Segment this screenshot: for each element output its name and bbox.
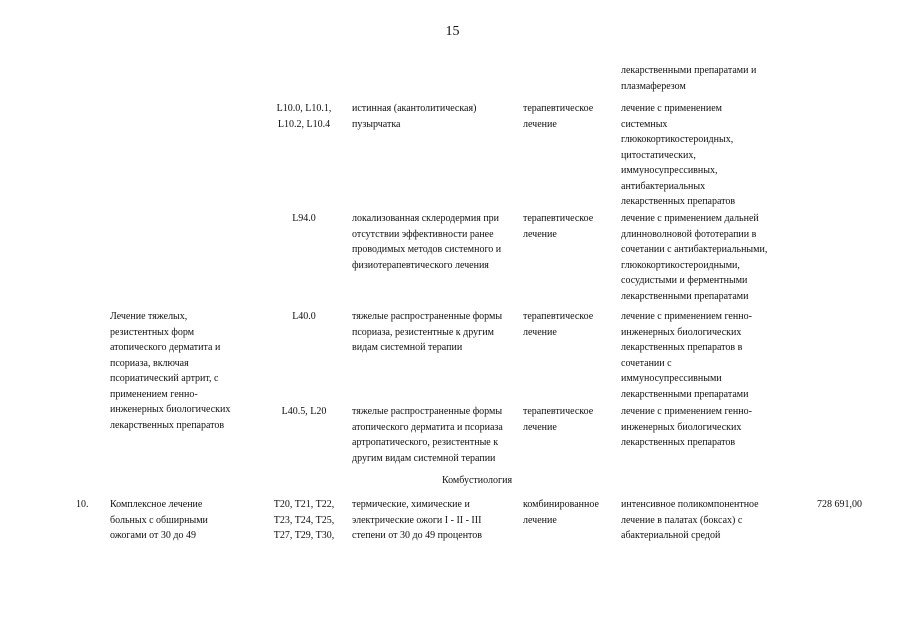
- row-price: 728 691,00: [817, 499, 862, 510]
- row-treatment-type: терапевтическое лечение: [523, 406, 594, 433]
- row-number: 10.: [76, 499, 89, 510]
- row-treatment-type: терапевтическое лечение: [523, 103, 594, 130]
- row-disease-model: термические, химические и электрические ожоги I - II - III степени от 30 до 49 процентов: [352, 499, 483, 541]
- row-disease-model: тяжелые распространенные формы псориаза, резистентные к другим видам системной терапии: [352, 311, 503, 353]
- row-treatment-type: терапевтическое лечение: [523, 311, 594, 338]
- row-disease-model: локализованная склеродермия при отсутствии эффективности ранее проводимых методов системного и физиотерапевтического лечения: [352, 213, 502, 271]
- row-treatment-type: комбинированное лечение: [523, 499, 599, 526]
- row-treatment-type: терапевтическое лечение: [523, 213, 594, 240]
- page-number: 15: [445, 24, 460, 39]
- row-treatment-method: лечение с применением дальней длинноволновой фототерапии в сочетании с антибактериальными, глюкокортикостероидными, сосудистыми и ферментными лекарственными препаратами: [621, 213, 768, 302]
- row-disease-model: истинная (акантолитическая) пузырчатка: [352, 103, 477, 130]
- row-treatment-method: интенсивное поликомпонентное лечение в палатах (боксах) с абактериальной средой: [621, 499, 759, 541]
- section-title: Комбустиология: [441, 475, 513, 486]
- row-treatment-name: Комплексное лечение больных с обширными ожогами от 30 до 49: [110, 499, 208, 541]
- row-treatment-method: лечение с применением генно- инженерных биологических лекарственных препаратов в сочетании с иммуносупрессивными лекарственными препаратами: [621, 311, 752, 400]
- row-treatment-method: лечение с применением системных глюкокортикостероидных, цитостатических, иммуносупрессивных, антибактериальных лекарственных препаратов: [621, 103, 736, 207]
- row-treatment-method: лечение с применением генно- инженерных биологических лекарственных препаратов: [621, 406, 752, 448]
- row-code: T20, T21, T22, T23, T24, T25, T27, T29, T30,: [273, 499, 335, 541]
- carryover-method-text: лекарственными препаратами и плазмаферезом: [621, 65, 757, 92]
- row-code: L40.0: [292, 311, 316, 322]
- row-disease-model: тяжелые распространенные формы атопического дерматита и псориаза артропатического, резистентные к другим видам системной терапии: [352, 406, 503, 464]
- row-code: L10.0, L10.1, L10.2, L10.4: [276, 103, 332, 130]
- row-code: L94.0: [292, 213, 316, 224]
- row-code: L40.5, L20: [281, 406, 327, 417]
- row-treatment-name: Лечение тяжелых, резистентных форм атопического дерматита и псориаза, включая псориатический артрит, с применением генно- инженерных биологических лекарственных препаратов: [110, 311, 231, 431]
